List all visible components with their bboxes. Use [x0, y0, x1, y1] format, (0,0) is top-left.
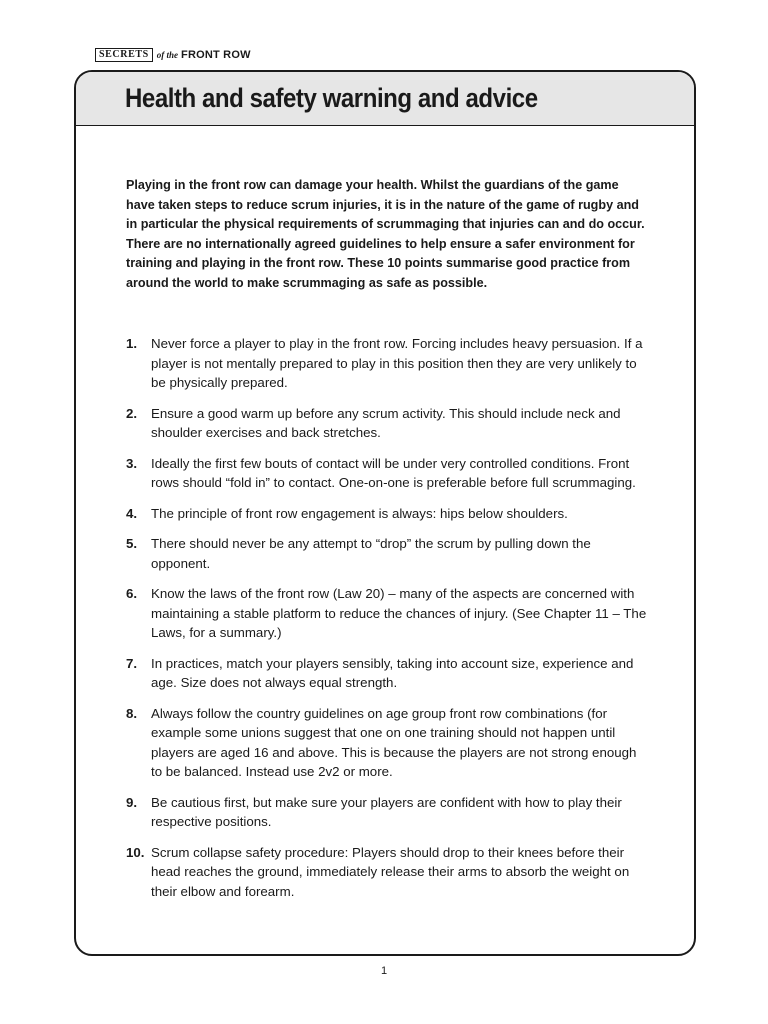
list-item-number: 2.	[126, 405, 138, 421]
list-item-text: Be cautious first, but make sure your players are confident with how to play their respective positions.	[151, 794, 622, 829]
list-item-number: 8.	[126, 705, 138, 721]
title-band	[76, 72, 694, 126]
list-item-number: 5.	[126, 536, 138, 551]
list-item-text: Ensure a good warm up before any scrum activity. This should include neck and shoulder exercises and back stretches.	[151, 405, 621, 440]
list-item-number: 9.	[126, 794, 138, 810]
list-item	[76, 334, 651, 393]
list-item-number: 4.	[126, 505, 138, 521]
list-item	[76, 454, 651, 493]
list-item-number: 6.	[126, 586, 138, 601]
list-item-text: Never force a player to play in the front row. Forcing includes heavy persuasion. If a player is not mentally prepared to play in this position then they are very unlikely to be physically prepared.	[151, 336, 643, 390]
list-item	[76, 793, 651, 832]
list-item-text: There should never be any attempt to “drop” the scrum by pulling down the opponent.	[151, 536, 591, 571]
list-item-number: 7.	[126, 655, 138, 671]
intro-paragraph: Playing in the front row can damage your health. Whilst the guardians of the game have taken steps to reduce scrum injuries, it is in the nature of the game of rugby and in particular the physical requirements of scrummaging that injuries can and do occur. There are no internationally agreed guidelines to help ensure a safer environment for training and playing in the front row. These 10 points summarise good practice from around the world to make scrummaging as safe as possible.	[126, 178, 645, 290]
list-item	[76, 404, 651, 443]
page-title: Health and safety warning and advice	[125, 83, 538, 113]
list-item	[76, 504, 651, 524]
list-item-number: 3.	[126, 455, 138, 471]
list-item	[76, 843, 651, 902]
list-item-text: In practices, match your players sensibly, taking into account size, experience and age. Size does not always equal strength.	[151, 655, 634, 690]
list-item-text: Ideally the first few bouts of contact will be under very controlled conditions. Front rows should “fold in” to contact. One-on-one is preferable before full scrummaging.	[151, 455, 636, 490]
list-item-number: 10.	[126, 844, 145, 860]
list-item-text: Always follow the country guidelines on age group front row combinations (for example some unions suggest that one on one training should not happen until players are aged 16 and above. This is because the players are not strong enough to be balanced. Instead use 2v2 or more.	[151, 705, 637, 779]
safety-points-list	[76, 334, 694, 901]
list-item-number: 1.	[126, 336, 138, 351]
list-item-text: Know the laws of the front row (Law 20) – many of the aspects are concerned with maintaining a stable platform to reduce the chances of injury. (See Chapter 11 – The Laws, for a summary.)	[151, 586, 647, 640]
list-item-text: The principle of front row engagement is always: hips below shoulders.	[151, 505, 568, 521]
running-head	[95, 47, 251, 62]
running-head-book-label: SECRETS	[95, 48, 153, 62]
list-item	[76, 704, 651, 782]
list-item-text: Scrum collapse safety procedure: Players should drop to their knees before their head reaches the ground, immediately release their arms to absorb the weight on their elbow and forearm.	[151, 844, 630, 899]
content-frame	[74, 70, 696, 956]
running-head-connector: of the	[156, 49, 179, 60]
list-item	[76, 654, 651, 693]
page-number: 1	[380, 965, 388, 977]
running-head-title: FRONT ROW	[181, 48, 251, 61]
list-item	[76, 584, 651, 643]
list-item	[76, 534, 651, 573]
